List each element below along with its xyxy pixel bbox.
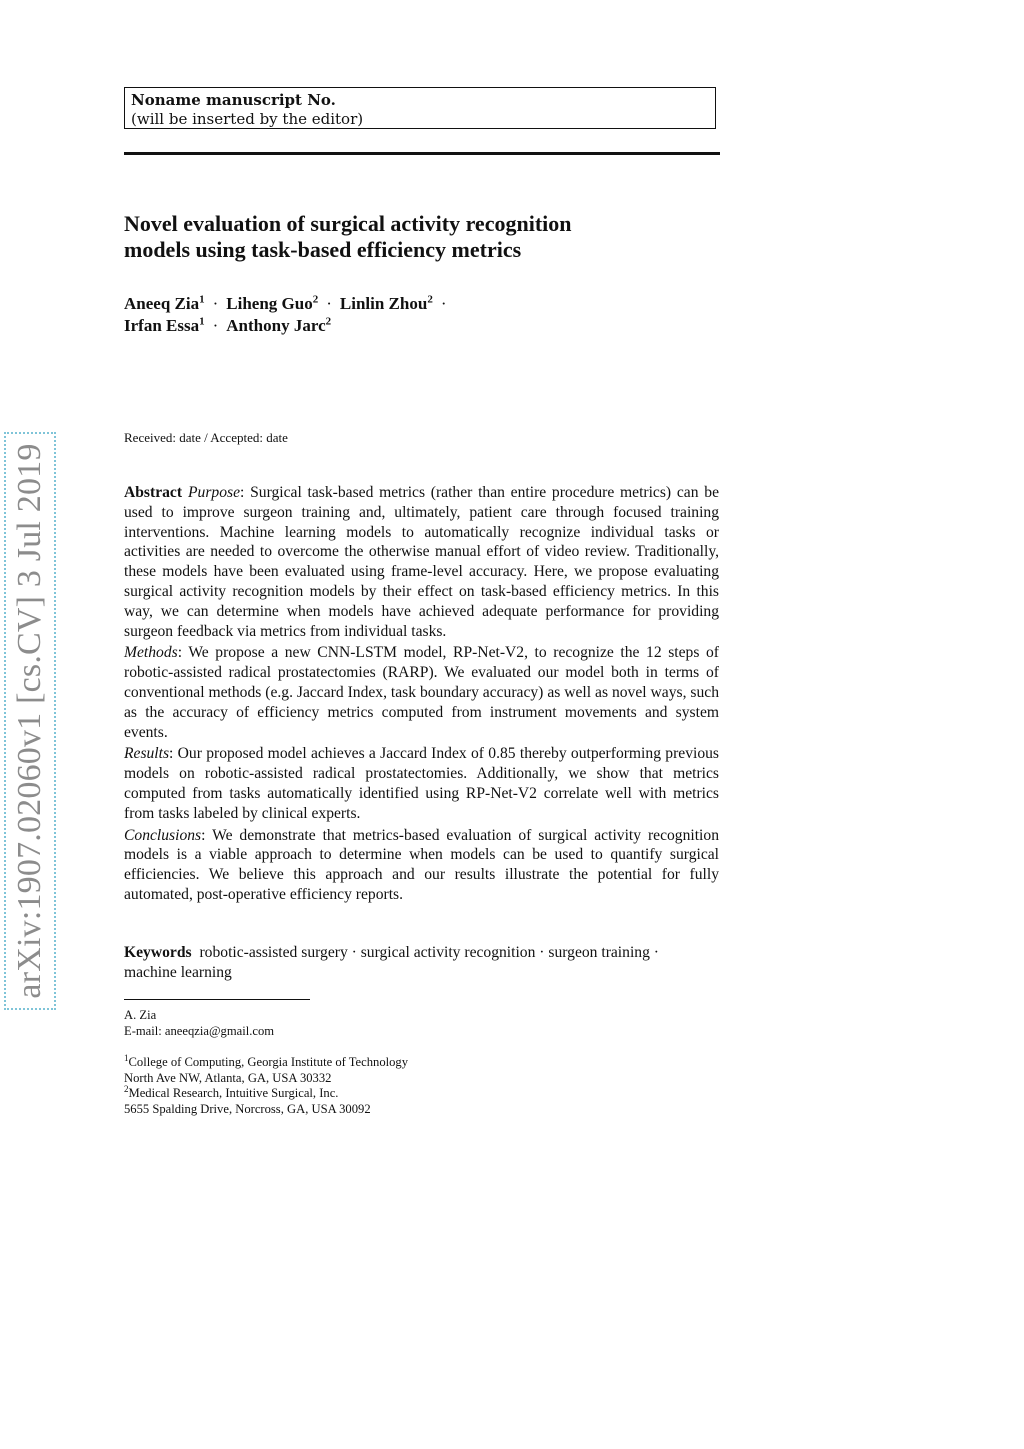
purpose-label: Purpose bbox=[188, 484, 241, 501]
abstract-purpose bbox=[124, 483, 719, 641]
abstract-heading: Abstract bbox=[124, 484, 183, 501]
keywords-heading: Keywords bbox=[124, 944, 192, 961]
keywords bbox=[124, 943, 714, 983]
affiliation-2-line-2: 5655 Spalding Drive, Norcross, GA, USA 30092 bbox=[124, 1101, 371, 1116]
author-affiliation: 2 bbox=[312, 293, 319, 306]
arxiv-identifier-stamp[interactable]: arXiv:1907.02060v1 [cs.CV] 3 Jul 2019 bbox=[4, 432, 56, 1010]
author-name: Aneeq Zia bbox=[124, 294, 200, 313]
abstract-conclusions bbox=[124, 826, 719, 905]
author-affiliation: 2 bbox=[427, 293, 433, 306]
corresponding-author: A. Zia bbox=[124, 1008, 157, 1022]
results-text: : Our proposed model achieves a Jaccard Index of 0.85 thereby outperforming previous models on robotic-assisted radical prostatectomies. Additionally, we show that metrics computed from tasks automatically identified using RP-Net-V2 correlate well with metrics from tasks labeled by clinical experts. bbox=[124, 745, 719, 822]
author-list bbox=[124, 293, 724, 337]
author-separator: · bbox=[212, 294, 219, 313]
keywords-text: robotic-assisted surgery · surgical activity recognition · surgeon training · machine learning bbox=[124, 944, 659, 981]
footnote-rule bbox=[124, 999, 310, 1000]
author-affiliation: 1 bbox=[199, 293, 205, 306]
affiliation-1 bbox=[124, 1055, 724, 1071]
affiliation-1-line-2: North Ave NW, Atlanta, GA, USA 30332 bbox=[124, 1070, 332, 1085]
results-label: Results bbox=[124, 745, 170, 763]
manuscript-title: Noname manuscript No. bbox=[131, 91, 336, 109]
methods-text: : We propose a new CNN-LSTM model, RP-Net-V2, to recognize the 12 steps of robotic-assisted radical prostatectomies (RARP). We evaluated our model both in terms of conventional methods (e.g. Jaccard Index, task boundary accuracy) as well as novel ways, such as the accuracy of efficiency metrics computed from instrument movements and system events. bbox=[124, 644, 719, 741]
author-name: Anthony Jarc bbox=[226, 316, 326, 335]
author-separator: · bbox=[326, 294, 332, 313]
abstract-methods bbox=[124, 643, 719, 742]
affiliation-2 bbox=[124, 1086, 724, 1102]
manuscript-number-box bbox=[124, 87, 716, 129]
author-affiliation: 2 bbox=[325, 315, 332, 328]
affiliation-2-line-1: Medical Research, Intuitive Surgical, Inc. bbox=[128, 1086, 339, 1101]
footnotes bbox=[124, 1008, 724, 1118]
author-name: Liheng Guo bbox=[226, 294, 313, 313]
paper-title-line-1: Novel evaluation of surgical activity recognition bbox=[124, 211, 572, 236]
received-date: Received: date / Accepted: date bbox=[124, 430, 288, 445]
abstract-results bbox=[124, 744, 719, 823]
author-separator: · bbox=[440, 294, 447, 313]
paper-title-line-2: models using task-based efficiency metrics bbox=[124, 237, 522, 262]
conclusions-label: Conclusions bbox=[124, 826, 202, 844]
affiliation-1-line-1: College of Computing, Georgia Institute of Technology bbox=[128, 1055, 409, 1070]
author-name: Linlin Zhou bbox=[339, 294, 428, 313]
affiliation-number: 1 bbox=[124, 1053, 129, 1063]
author-affiliation: 1 bbox=[199, 315, 205, 328]
conclusions-text: : We demonstrate that metrics-based evaluation of surgical activity recognition models is a viable approach to determine when models can be used to quantify surgical efficiencies. We believe this approach and our results illustrate the potential for fully automated, post-operative efficiency reports. bbox=[124, 826, 719, 903]
affiliation-number: 2 bbox=[124, 1084, 129, 1095]
header-rule bbox=[124, 152, 720, 155]
methods-label: Methods bbox=[124, 644, 178, 662]
paper-title bbox=[124, 211, 724, 263]
author-name: Irfan Essa bbox=[124, 316, 200, 335]
manuscript-note: (will be inserted by the editor) bbox=[131, 110, 364, 128]
abstract bbox=[124, 483, 719, 907]
purpose-text: : Surgical task-based metrics (rather than entire procedure metrics) can be used to improve surgeon training and, ultimately, patient care through focused training interventions. Machine learning models to automatically recognize individual tasks or activities are needed to overcome the otherwise manual effort of video review. Traditionally, these models have been evaluated using frame-level accuracy. Here, we propose evaluating surgical activity recognition models by their effect on task-based efficiency metrics. In this way, we can determine when models have achieved adequate performance for providing surgeon feedback via metrics from individual tasks. bbox=[124, 484, 719, 640]
author-separator: · bbox=[212, 316, 219, 335]
corresponding-email: E-mail: aneeqzia@gmail.com bbox=[124, 1023, 275, 1038]
